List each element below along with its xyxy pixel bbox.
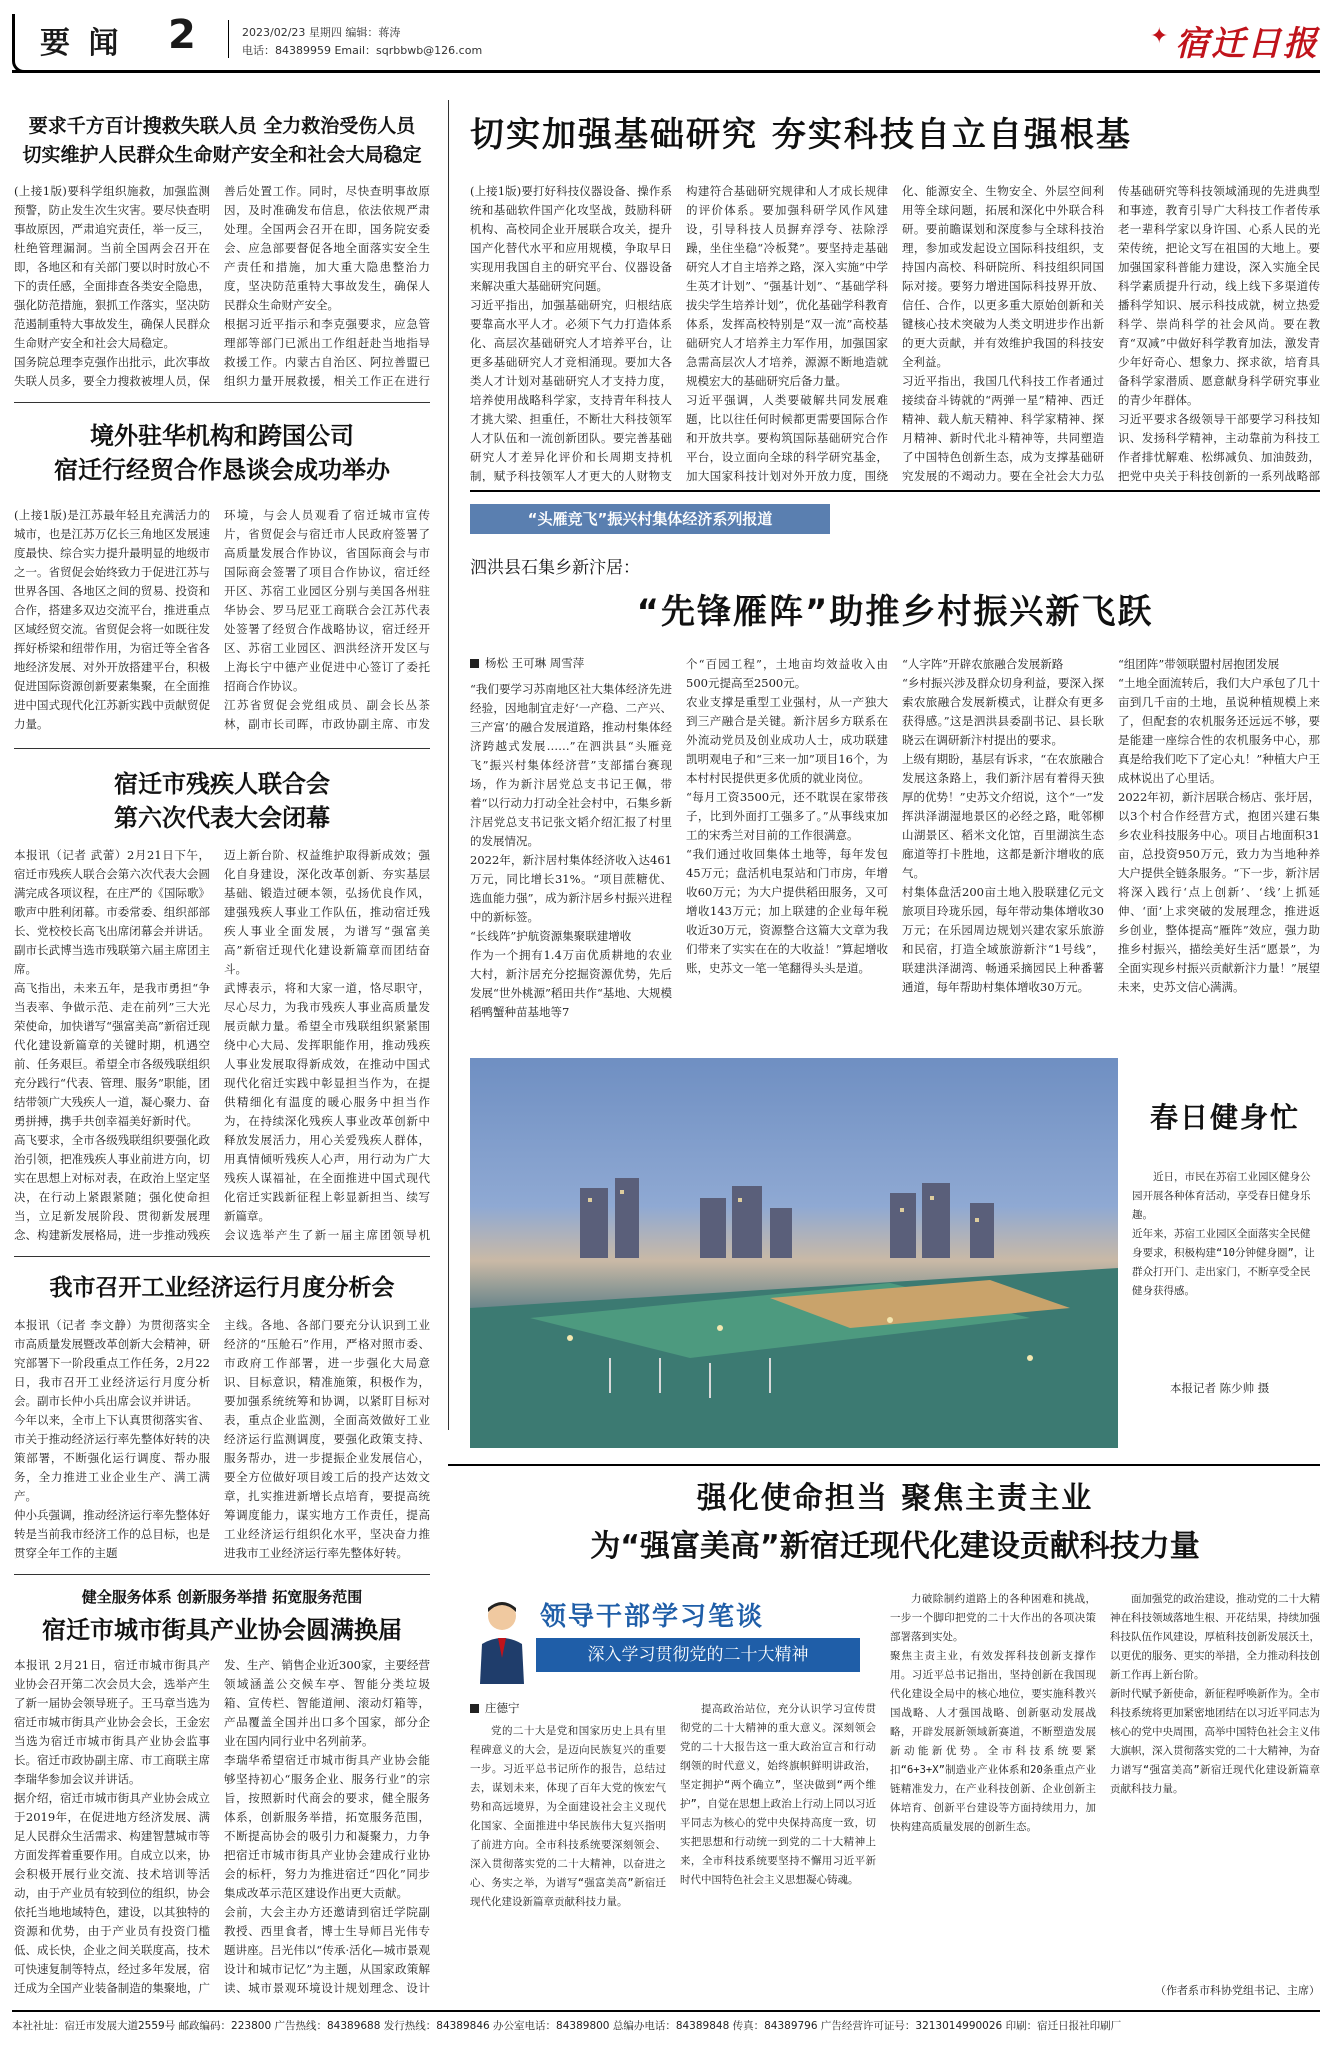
essay-title-1: 强化使命担当 聚焦主责主业 — [696, 1481, 1094, 1516]
series-tag-label: “头雁竞飞”振兴村集体经济系列报道 — [527, 510, 773, 528]
essay-author-note: （作者系市科协党组书记、主席） — [1155, 1984, 1320, 1997]
lead-left-title-2: 切实维护人民群众生命财产安全和社会大局稳定 — [22, 144, 422, 166]
divider — [14, 1256, 430, 1257]
disabled-col-1: 本报讯（记者 武蕾）2月21日下午，宿迁市残疾人联合会第六次代表大会圆满完成各项议程，在庄严的《国际歌》歌声中胜利闭幕。市委常委、组织部部长、党校校长高飞出席闭幕会并讲话。副市长武博当选市残联第六届主席团主席。 高飞指出，未来五年，是我市勇担“争当表率、争做示范、走在前列”三大光荣使命，加快谱写“强富美高”新宿迁现代化建设新篇章的关键时期，机遇空前、任务艰巨。希望全市各级残联组织充分践行“代表、管理、服务”职能，团结带领广大残疾人一道，凝心聚力、奋勇拼搏，携手共创幸福美好新时代。 高飞要求，全市各级残联组织要强化政治引领，把准残疾人事业前进方向，切实在思想上对标对表，在政治上坚定坚决，在行动上紧跟紧随；强化使命担当，立足新发展阶段、贯彻新发展理念、构建新发展格局，进一步推动残疾 — [14, 848, 210, 1242]
study-notes-banner — [470, 1590, 874, 1692]
issue-date: 2023/02/23 星期四 编辑：蒋涛 — [242, 26, 401, 39]
top-right-col-4: 传基础研究等科技领域涌现的先进典型和事迹，教育引导广大科技工作者传承老一辈科学家以身许国、心系人民的光荣传统，把论文写在祖国的大地上。要加强国家科普能力建设，深入实施全民科学素质提升行动，线上线下多渠道传播科学知识、展示科技成就，树立热爱科学、崇尚科学的社会风尚。要在教育“双减”中做好科学教育加法，激发青少年好奇心、想象力、探求欲，培育具备科学家潜质、愿意献身科学研究事业的青少年群体。 习近平要求各级领导干部要学习科技知识、发扬科学精神，主动靠前为科技工作者排忧解难、松绑减负、加油鼓劲，把党中央关于科技创新的一系列战略部 — [1118, 184, 1320, 482]
spring-photo-credit: 本报记者 陈少帅 摄 — [1170, 1381, 1270, 1395]
essay-title-2: 为“强富美高”新宿迁现代化建设贡献科技力量 — [590, 1529, 1200, 1564]
essay-col-3: 力破除制约道路上的各种困难和挑战，一步一个脚印把党的二十大作出的各项决策部署落到实处。 聚焦主责主业，有效发挥科技创新支撑作用。习近平总书记指出，坚持创新在我国现代化建设全局中的核心地位，要实施科教兴国战略、人才强国战略、创新驱动发展战略，开辟发展新领域新赛道，不断塑造发展新动能新优势。全市科技系统要紧扣“6+3+X”制造业产业体系和20条重点产业链精准发力，在产业科技创新、企业创新主体培育、创新平台建设等方面持续用力，加快构建高质量发展的创新生态。 — [890, 1593, 1096, 1833]
street-col-1: 本报讯 2月21日，宿迁市城市街具产业协会召开第二次会员大会，选举产生了新一届协会领导班子。王马章当选为宿迁市城市街具产业协会会长，王金宏当选为宿迁市城市街具产业协会监事长。宿迁市政协副主席、市工商联主席李瑞华参加会议并讲话。 据介绍，宿迁市城市街具产业协会成立于2019年，在促进地方经济发展、满足人民群众生活需求、构建智慧城市等方面发挥着重要作用。自成立以来，协会积极开展行业交流、技术培训等活动，由于产业员有较到位的组织，协会依托当地地域特色，建设，以其独特的资源和优势，由于产业员有投资门槛低、成长快，企业之间关联度高，技术可快速复制等特点，经过多年发展，宿迁成为全国产业装备制造的集聚地，广 — [14, 1658, 210, 1995]
vertical-divider — [448, 100, 449, 1430]
essay-col-1: 党的二十大是党和国家历史上具有里程碑意义的大会，是迈向民族复兴的重要一步。习近平总书记所作的报告，总结过去，谋划未来，体现了百年大党的恢宏气势和高远境界，为全面建设社会主义现代化国家、全面推进中华民族伟大复兴指明了前进方向。全市科技系统要深刻领会、深入贯彻落实党的二十大精神，以奋进之心、务实之举，为谱写“强富美高”新宿迁现代化建设新篇章贡献科技力量。 — [470, 1725, 666, 1908]
disabled-title-1: 宿迁市残疾人联合会 — [114, 770, 330, 798]
divider — [448, 1464, 1320, 1466]
page-number: 2 — [168, 12, 196, 58]
spring-title: 春日健身忙 — [1149, 1101, 1300, 1134]
industry-col-2: 主线。各地、各部门要充分认识到工业经济的“压舱石”作用，严格对照市委、市政府工作部署，进一步强化大局意识、目标意识，精准施策，积极作为，要加强系统统筹和协调，以紧盯目标对表，重点企业监测，全面高效做好工业经济运行监测调度，要强化政策支持、服务帮办，进一步提振企业发展信心，要全方位做好项目竣工后的投产达效文章，扎实推进新增长点培育，要提高统筹调度能力，谋实地方工作责任，提高工业经济运行组织化水平，坚决奋力推进我市工业经济运行率先整体好转。 — [224, 1318, 430, 1560]
lead-left-title-1: 要求千方百计搜救失联人员 全力救治受伤人员 — [28, 115, 416, 137]
lead-left-col-1: (上接1版)要科学组织施救，加强监测预警，防止发生次生灾害。要尽快查明事故原因，严肃追究责任，举一反三，杜绝管理漏洞。当前全国两会召开在即，各地区和有关部门要以时时放心不下的责任感，全面排查各类安全隐患，强化防范措施，狠抓工作落实，坚决防范遏制重特大事故发生，确保人民群众生命财产安全和社会大局稳定。 国务院总理李克强作出批示，此次事故失联人员多，要全力搜救被埋人员，保 — [14, 184, 210, 388]
overseas-col-2: 环境，与会人员观看了宿迁城市宣传片，省贸促会与宿迁市人民政府签署了高质量发展合作协议，省国际商会与市国际商会签署了项目合作协议，宿迁经开区、苏宿工业园区分别与美国各州驻华协会、罗马尼亚工商联合会江苏代表处签署了经贸合作战略协议，宿迁经开区、苏宿工业园区、泗洪经济开发区与上海长宁中德产业促进中心签订了委托招商合作协议。 江苏省贸促会党组成员、副会长丛茶林，副市长司晖，市政协副主席、市发 — [224, 508, 430, 731]
photo-illustration — [470, 1058, 1118, 1448]
banner-title: 领导干部学习笔谈 — [540, 1602, 765, 1632]
street-kicker: 健全服务体系 创新服务举措 拓宽服务范围 — [81, 1588, 363, 1606]
contact-info: 电话：84389959 Email：sqrbbwb@126.com — [242, 44, 483, 57]
rural-byline-text: 杨松 王可琳 周雪萍 — [485, 656, 585, 670]
masthead-bracket-left — [12, 14, 25, 73]
byline-marker-icon — [470, 659, 479, 668]
disabled-col-2: 迈上新台阶、权益维护取得新成效；强化自身建设，深化改革创新、夯实基层基础、锻造过硬本领，弘扬优良作风，建强残疾人事业工作队伍，推动宿迁残疾人事业全面发展，为谱写“强富美高”新宿迁现代化建设新篇章而团结奋斗。 武博表示，将和大家一道，恪尽职守，尽心尽力，为我市残疾人事业高质量发展贡献力量。希望全市残联组织紧紧围绕中心大局、发挥职能作用，推动残疾人事业发展取得新成效，在推动中国式现代化宿迁实践中彰显担当作为，在提供精细化有温度的暖心服务中担当作为，在持续深化残疾人事业改革创新中释放发展活力，用心关爱残疾人群体，用真情倾听残疾人心声，用行动为广大残疾人谋福祉，在全面推进中国式现代化宿迁实践新征程上彰显新担当、续写新篇章。 会议选举产生了新一届主席团领导机 — [224, 848, 430, 1242]
disabled-title-2: 第六次代表大会闭幕 — [114, 804, 330, 832]
top-right-title: 切实加强基础研究 夯实科技自立自强根基 — [470, 115, 1132, 155]
footer-rule — [12, 2010, 1320, 2012]
paper-logo: 宿迁日报 — [1175, 24, 1319, 64]
banner-subtitle: 深入学习贯彻党的二十大精神 — [587, 1645, 809, 1665]
masthead — [0, 0, 1332, 70]
rural-byline — [470, 655, 584, 671]
rural-col-4: “组团阵”带领联盟村居抱团发展 “土地全面流转后，我们大户承包了几十亩到几千亩的土地，虽说种植规模上来了，但配套的农机服务还远远不够，要是能建一座综合性的农机服务中心，那真是给我们吃下了定心丸！”种植大户王成林说出了心里话。 2022年初，新汴居联合杨店、张圩居，以3个村合作经营方式，抱团兴建石集乡农业科技服务中心。项目占地面积31亩，总投资950万元，致力为当地种养大户提供全链条服务。“下一步，新汴居将深入践行‘点上创新’、‘线’上抓延伸、‘面’上求突破的发展理念，推进返乡创业，整体提高“雁阵”效应，强力助推乡村振兴，描绘美好生活“愿景”，为全面实现乡村振兴贡献新汴力量！”展望未来，史苏文信心满满。 — [1118, 657, 1320, 994]
person-icon — [474, 1598, 530, 1684]
rural-subtitle: 泗洪县石集乡新汴居： — [470, 558, 640, 578]
divider — [470, 490, 1320, 492]
rural-col-1: “我们要学习苏南地区社大集体经济先进经验，因地制宜走好‘一产稳、二产兴、三产富’的融合发展道路，推动村集体经济跨越式发展……”在泗洪县“头雁竞飞”振兴村集体经济营”支部擂台赛现场，作为新汴居党总支书记王佩，带着“以行动力打动全社会村中，石集乡新汴居党总支书记张文韬介绍汇报了村里的发展情况。 2022年，新汴居村集体经济收入达461万元，同比增长31%。“项目蔗糖优、选血能力强”，成为新汴居乡村振兴进程中的新标签。 “长线阵”护航资源集聚联建增收 作为一个拥有1.4万亩优质耕地的农业大村，新汴居充分挖掘资源优势，先后发展“世外桃源”稻田共作“基地、大规模稻鸭蟹种苗基地等7 — [470, 682, 672, 1019]
overseas-title-2: 宿迁行经贸合作恳谈会成功举办 — [54, 456, 390, 484]
rural-col-2: 个“百园工程”，土地亩均效益收入由500元提高至2500元。 农业支撑是重型工业强村，从一产独大到三产融合是关键。新汴居乡方联系在外流动党员及创业成功人士，成功联建凯明观电子和“三来一加”项目16个，为本村村民提供更多优质的就业岗位。 “每月工资3500元，还不耽误在家带孩子，比到外面打工强多了。”从事线束加工的宋秀兰对目前的工作很满意。 “我们通过收回集体土地等，每年发包45万元；盘活机电泵站和门市房，年增收60万元；为大户提供稻田服务，又可增收143万元；加上联建的企业每年税收近30万元，资源整合这篇大文章为我们带来了实实在在的大收益！”算起增收账，史苏文一笔一笔翻得头头是道。 — [686, 657, 888, 975]
top-right-col-1: (上接1版)要打好科技仪器设备、操作系统和基础软件国产化攻坚战，鼓励科研机构、高校同企业开展联合攻关，提升国产化替代水平和应用规模，争取早日实现用我国自主的研究平台、仪器设备来解决重大基础研究问题。 习近平指出，加强基础研究，归根结底要靠高水平人才。必须下气力打造体系化、高层次基础研究人才培养平台，让更多基础研究人才竞相涌现。要加大各类人才计划对基础研究人才支持力度，培养使用战略科学家，支持青年科技人才挑大梁、担重任，不断壮大科技领军人才队伍和一流创新团队。要完善基础研究人才差异化评价和长周期支持机制，赋予科技领军人才更大的人财物支 — [470, 184, 672, 482]
masthead-rule — [12, 70, 1320, 73]
essay-col-4: 面加强党的政治建设，推动党的二十大精神在科技领域落地生根、开花结果，持续加强科技队伍作风建设，厚植科技创新发展沃土，以更优的服务、更实的举措，全力推动科技创新工作再上新台阶。 新时代赋予新使命，新征程呼唤新作为。全市科技系统将更加紧密地团结在以习近平同志为核心的党中央周围，高举中国特色社会主义伟大旗帜，深入贯彻落实党的二十大精神，为奋力谱写“强富美高”新宿迁现代化建设新篇章贡献科技力量。 — [1110, 1593, 1320, 1795]
industry-col-1: 本报讯（记者 李文静）为贯彻落实全市高质量发展暨改革创新大会精神，研究部署下一阶段重点工作任务，2月22日，我市召开工业经济运行月度分析会。副市长仲小兵出席会议并讲话。 今年以来，全市上下认真贯彻落实省、市关于推动经济运行率先整体好转的决策部署，不断强化运行调度、帮办服务，全力推进工业企业生产、满工满产。 仲小兵强调，推动经济运行率先整体好转是当前我市经济工作的总目标，也是贯穿全年工作的主题 — [14, 1318, 210, 1560]
divider — [14, 748, 430, 749]
section-name: 要 闻 — [40, 26, 123, 61]
masthead-divider — [228, 20, 229, 58]
divider — [14, 1574, 430, 1575]
series-tag — [470, 504, 830, 534]
overseas-title-1: 境外驻华机构和跨国公司 — [90, 422, 354, 450]
top-right-col-3: 化、能源安全、生物安全、外层空间利用等全球问题，拓展和深化中外联合科研。要前瞻谋划和深度参与全球科技治理，参加或发起设立国际科技组织，支持国内高校、科研院所、科技组织同国际对接。要努力增进国际科技界开放、信任、合作，以更多重大原始创新和关键核心技术突破为人类文明进步作出新的更大贡献，并有效维护我国的科技安全利益。 习近平指出，我国几代科技工作者通过接续奋斗铸就的“两弹一星”精神、西迁精神、载人航天精神、科学家精神、探月精神、新时代北斗精神等，共同塑造了中国特色创新生态，成为支撑基础研究发展的不竭动力。要在全社会大力弘 — [902, 184, 1104, 482]
logo-star-icon: ✦ — [1150, 24, 1169, 49]
byline-marker-icon — [470, 1704, 479, 1713]
spring-caption: 近日，市民在苏宿工业园区健身公园开展各种体育活动，享受春日健身乐趣。 近年来，苏宿工业园区全面落实全民健身要求，积极构建“10分钟健身圈”，让群众打开门、走出家门，不断享受全民健身获得感。 — [1132, 1171, 1315, 1297]
essay-byline-text: 庄德宁 — [485, 1701, 520, 1715]
banner-subtitle-box — [536, 1638, 860, 1672]
top-right-col-2: 构建符合基础研究规律和人才成长规律的评价体系。要加强科研学风作风建设，引导科技人员摒弃浮夸、祛除浮躁，坐住坐稳“冷板凳”。要坚持走基础研究人才自主培养之路，深入实施“中学生英才计划”、“强基计划”、“基础学科拔尖学生培养计划”，优化基础学科教育体系，发挥高校特别是“双一流”高校基础研究人才培养主力军作用，加强国家急需高层次人才培养，源源不断地造就规模宏大的基础研究后备力量。 习近平强调，人类要破解共同发展难题，比以往任何时候都更需要国际合作和开放共享。要构筑国际基础研究合作平台，设立面向全球的科学研究基金，加大国家科技计划对外开放力度，围绕 — [686, 184, 888, 482]
street-title: 宿迁市城市街具产业协会圆满换届 — [42, 1616, 402, 1644]
divider — [14, 402, 430, 403]
fitness-park-photo — [470, 1058, 1118, 1448]
overseas-col-1: (上接1版)是江苏最年轻且充满活力的城市，也是江苏万亿长三角地区发展速度最快、综合实力提升最明显的地级市之一。省贸促会始终致力于促进江苏与世界各国、各地区之间的贸易、投资和合作，搭建多双边交流平台，推进重点区域经贸交流。省贸促会将一如既往发挥好桥梁和纽带作用，为宿迁等全省各地经济发展、对外开放搭建平台，积极促进国际资源创新要素集聚，在全面推进中国式现代化江苏新实践中贡献贸促力量。 — [14, 508, 210, 731]
street-col-2: 发、生产、销售企业近300家，主要经营领域涵盖公交候车亭、智能分类垃圾箱、宣传栏、智能道闸、滚动灯箱等，产品覆盖全国并出口多个国家，部分企业在国内同行业中名列前茅。 李瑞华希望宿迁市城市街具产业协会能够坚持初心“服务企业、服务行业”的宗旨，按照新时代商会的要求，健全服务体系，创新服务举措，拓宽服务范围，不断提高协会的吸引力和凝聚力，力争把宿迁市城市街具产业协会建成行业协会的标杆，努力为推进宿迁“四化”同步集成改革示范区建设作出更大贡献。 会前，大会主办方还邀请到宿迁学院副教授、西里食者，博士生导师吕光伟专题讲座。吕光伟以“传承·活化—城市景观设计和城市记忆”为主题，从国家政策解读、城市景观环境设计规划理念、设计 — [224, 1658, 430, 1995]
rural-col-3: “人字阵”开辟农旅融合发展新路 “乡村振兴涉及群众切身利益，要深入探索农旅融合发展新模式，让群众有更多获得感。”这是泗洪县委副书记、县长耿晓云在调研新汴村提出的要求。 上级有期盼，基层有诉求，“在农旅融合发展这条路上，我们新汴居有着得天独厚的优势！”史苏文介绍说，这个“一”发挥洪泽湖湿地景区的必经之路，毗邻柳山湖景区、稻米文化馆，百里湖滨生态廊道等打卡胜地，这都是新汴增收的底气。 村集体盘活200亩土地入股联建亿元文旅项目玲珑乐园，每年带动集体增收30万元；在乐园周边规划兴建农家乐旅游和民宿，打造全域旅游新汴“1号线”，联建洪泽湖湾、畅通采摘园民上种番薯通道，每年帮助村集体增收30万元。 — [902, 657, 1104, 994]
footer-info: 本社社址：宿迁市发展大道2559号 邮政编码：223800 广告热线：84389688 发行热线：84389846 办公室电话：84389800 总编办电话：84389848 传真：84389796 广告经营许可证号：3213014990026 印刷：宿迁日报社印刷厂 — [12, 2020, 1122, 2032]
industry-title: 我市召开工业经济运行月度分析会 — [49, 1275, 395, 1301]
lead-left-col-2: 善后处置工作。同时，尽快查明事故原因，及时准确发布信息，依法依规严肃处理。全国两会召开在即，国务院安委会、应急部要督促各地全面落实安全生产责任和措施，加大重大隐患整治力度，坚决防范重特大事故发生，确保人民群众生命财产安全。 根据习近平指示和李克强要求，应急管理部等部门已派出工作组赶赴当地指导救援工作。内蒙古自治区、阿拉善盟已组织力量开展救援，相关工作正在进行 — [224, 184, 430, 388]
rural-title: “先锋雁阵”助推乡村振兴新飞跃 — [636, 592, 1154, 632]
essay-col-2: 提高政治站位，充分认识学习宣传贯彻党的二十大精神的重大意义。深刻领会党的二十大报告这一重大政治宣言和行动纲领的时代意义，始终旗帜鲜明讲政治，坚定拥护“两个确立”，坚决做到“两个维护”，自觉在思想上政治上行动上同以习近平同志为核心的党中央保持高度一致，切实把思想和行动统一到党的二十大精神上来，全市科技系统要坚持不懈用习近平新时代中国特色社会主义思想凝心铸魂。 — [680, 1703, 876, 1886]
essay-byline — [470, 1700, 520, 1716]
